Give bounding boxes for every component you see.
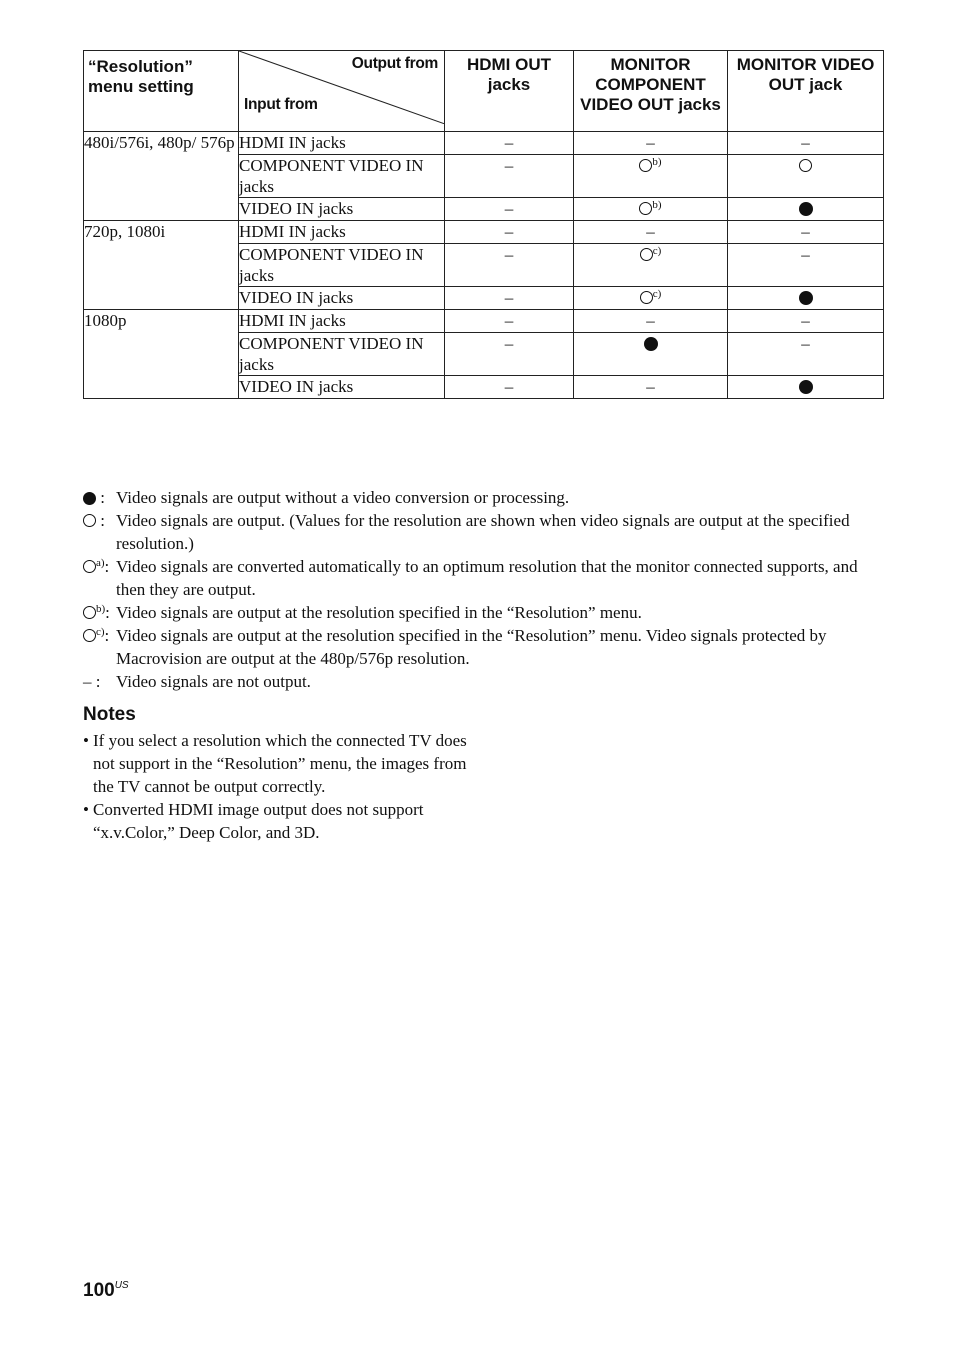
output-component-cell	[574, 244, 728, 287]
legend-text: Video signals are output at the resolution specified in the “Resolution” menu. Video signals protected by Macrovision are output at the 480p/576p resolution.	[116, 626, 827, 668]
dash-symbol: –	[504, 377, 514, 396]
legend-symbol	[83, 555, 116, 601]
output-hdmi-cell	[445, 155, 574, 198]
legend-symbol	[83, 486, 116, 509]
dash-symbol: –	[504, 288, 514, 307]
legend-item	[83, 486, 883, 509]
dash-symbol: –	[504, 334, 514, 353]
page-number-suffix: US	[114, 1280, 129, 1291]
legend-text: Video signals are output at the resolution specified in the “Resolution” menu.	[116, 603, 642, 622]
filled-circle-icon	[799, 380, 813, 394]
dash-symbol: –	[646, 311, 655, 330]
note-text: Converted HDMI image output does not support “x.v.Color,” Deep Color, and 3D.	[93, 800, 424, 842]
dash-symbol: –	[646, 222, 655, 241]
output-hdmi-cell	[445, 287, 574, 310]
notes-list	[83, 729, 473, 844]
header-monitor-component: MONITOR COMPONENT VIDEO OUT jacks	[574, 51, 728, 132]
legend-text: Video signals are output without a video conversion or processing.	[116, 488, 570, 507]
open-circle-icon	[639, 159, 652, 172]
output-component-cell	[574, 198, 728, 221]
header-resolution-setting: “Resolution” menu setting	[84, 51, 239, 132]
legend-separator: :	[105, 603, 110, 622]
dash-symbol: –	[646, 377, 655, 396]
output-component-cell	[574, 221, 728, 244]
footnote-marker: c)	[652, 288, 662, 300]
symbol-legend	[83, 486, 883, 693]
output-video-cell	[728, 198, 884, 221]
header-output-input	[239, 51, 445, 132]
footnote-marker: b)	[652, 156, 662, 168]
dash-symbol: –	[801, 133, 810, 152]
open-circle-icon	[799, 159, 812, 172]
legend-item	[83, 670, 883, 693]
output-hdmi-cell	[445, 376, 574, 399]
footnote-marker: a)	[96, 557, 105, 569]
filled-circle-icon	[644, 337, 658, 351]
output-video-cell	[728, 244, 884, 287]
input-cell: HDMI IN jacks	[239, 132, 445, 155]
page-number-value: 100	[83, 1280, 115, 1301]
output-video-cell	[728, 333, 884, 376]
bullet-icon: •	[83, 800, 89, 819]
output-video-cell	[728, 221, 884, 244]
footnote-marker: b)	[96, 603, 106, 615]
page-number	[83, 1280, 129, 1302]
open-circle-icon	[640, 291, 653, 304]
output-video-cell	[728, 287, 884, 310]
input-cell: HDMI IN jacks	[239, 310, 445, 333]
output-hdmi-cell	[445, 132, 574, 155]
dash-symbol: –	[504, 311, 514, 330]
resolution-cell: 720p, 1080i	[84, 221, 239, 310]
filled-circle-icon	[799, 202, 813, 216]
legend-symbol	[83, 624, 116, 670]
note-text: If you select a resolution which the connected TV does not support in the “Resolution” menu, the images from the TV cannot be output correctly.	[93, 731, 467, 796]
notes-title: Notes	[83, 704, 136, 725]
output-component-cell	[574, 376, 728, 399]
output-component-cell	[574, 310, 728, 333]
legend-separator: :	[96, 488, 105, 507]
dash-symbol: –	[504, 222, 514, 241]
table-row	[84, 132, 884, 155]
output-video-cell	[728, 132, 884, 155]
input-cell: HDMI IN jacks	[239, 221, 445, 244]
output-hdmi-cell	[445, 310, 574, 333]
header-hdmi-out: HDMI OUT jacks	[445, 51, 574, 132]
dash-symbol: –	[504, 133, 514, 152]
filled-circle-icon	[83, 492, 96, 505]
input-cell: COMPONENT VIDEO IN jacks	[239, 244, 445, 287]
legend-symbol	[83, 509, 116, 555]
table-row	[84, 310, 884, 333]
header-input-from: Input from	[244, 96, 318, 113]
legend-item	[83, 509, 883, 555]
output-video-cell	[728, 310, 884, 333]
legend-item	[83, 555, 883, 601]
output-hdmi-cell	[445, 198, 574, 221]
resolution-cell: 1080p	[84, 310, 239, 399]
legend-text: Video signals are output. (Values for the resolution are shown when video signals are output at the specified resolution.)	[116, 511, 850, 553]
output-video-cell	[728, 155, 884, 198]
header-monitor-video: MONITOR VIDEO OUT jack	[728, 51, 884, 132]
note-item	[83, 729, 473, 798]
dash-symbol: –	[504, 245, 514, 264]
dash-symbol: –	[801, 222, 810, 241]
input-cell: COMPONENT VIDEO IN jacks	[239, 333, 445, 376]
legend-separator: :	[104, 557, 110, 576]
output-component-cell	[574, 132, 728, 155]
dash-symbol: –	[801, 311, 810, 330]
open-circle-icon	[640, 248, 653, 261]
legend-separator: :	[104, 626, 110, 645]
input-cell: VIDEO IN jacks	[239, 287, 445, 310]
output-hdmi-cell	[445, 333, 574, 376]
legend-item	[83, 601, 883, 624]
input-cell: VIDEO IN jacks	[239, 376, 445, 399]
open-circle-icon	[639, 202, 652, 215]
legend-item	[83, 624, 883, 670]
resolution-cell: 480i/576i, 480p/ 576p	[84, 132, 239, 221]
table-row	[84, 221, 884, 244]
legend-symbol	[83, 670, 116, 693]
filled-circle-icon	[799, 291, 813, 305]
output-component-cell	[574, 155, 728, 198]
open-circle-icon	[83, 629, 96, 642]
input-cell: VIDEO IN jacks	[239, 198, 445, 221]
dash-symbol: –	[504, 156, 514, 175]
bullet-icon: •	[83, 731, 89, 750]
footnote-marker: b)	[652, 199, 662, 211]
output-component-cell	[574, 287, 728, 310]
footnote-marker: c)	[652, 245, 662, 257]
dash-symbol: –	[801, 245, 810, 264]
legend-separator: – :	[83, 672, 101, 691]
output-hdmi-cell	[445, 221, 574, 244]
legend-text: Video signals are converted automatically to an optimum resolution that the monitor connected supports, and then they are output.	[116, 557, 858, 599]
open-circle-icon	[83, 560, 96, 573]
footnote-marker: c)	[96, 626, 105, 638]
output-hdmi-cell	[445, 244, 574, 287]
dash-symbol: –	[646, 133, 655, 152]
header-output-from: Output from	[351, 55, 438, 72]
legend-text: Video signals are not output.	[116, 672, 311, 691]
output-component-cell	[574, 333, 728, 376]
input-cell: COMPONENT VIDEO IN jacks	[239, 155, 445, 198]
note-item	[83, 798, 473, 844]
legend-symbol	[83, 601, 116, 624]
table-body	[84, 132, 884, 399]
open-circle-icon	[83, 514, 96, 527]
legend-separator: :	[96, 511, 105, 530]
table-header-row	[84, 51, 884, 132]
open-circle-icon	[83, 606, 96, 619]
dash-symbol: –	[504, 199, 514, 218]
output-video-cell	[728, 376, 884, 399]
resolution-table	[83, 50, 884, 399]
dash-symbol: –	[801, 334, 810, 353]
